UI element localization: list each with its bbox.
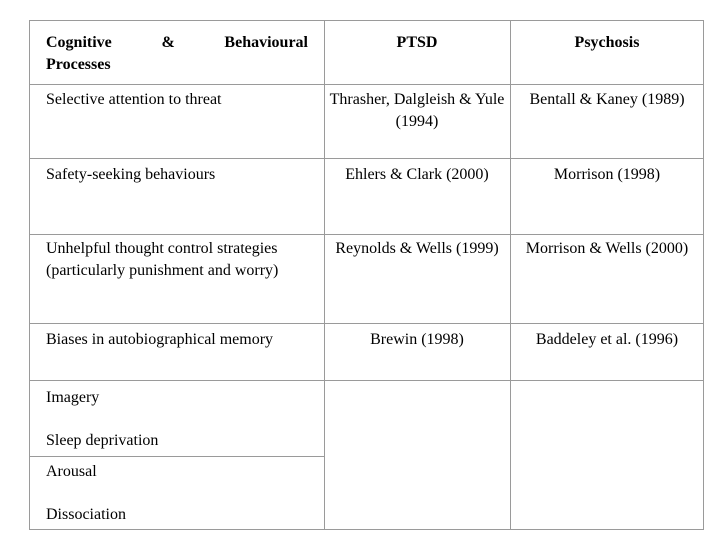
header-word: Cognitive bbox=[46, 34, 112, 51]
psychosis-reference: Bentall & Kaney (1989) bbox=[529, 91, 685, 108]
ptsd-reference: Thrasher, Dalgleish & Yule (1994) bbox=[329, 91, 505, 130]
ptsd-reference: Ehlers & Clark (2000) bbox=[345, 166, 489, 183]
header-cognitive-behavioural-processes bbox=[46, 32, 308, 76]
header-word: Processes bbox=[46, 56, 111, 73]
row-divider bbox=[30, 158, 703, 159]
row-divider bbox=[30, 323, 703, 324]
header-word: & bbox=[161, 34, 175, 51]
ptsd-reference: Brewin (1998) bbox=[370, 331, 464, 348]
process-cell: Safety-seeking behaviours bbox=[46, 166, 216, 183]
header-ptsd: PTSD bbox=[396, 34, 438, 51]
header-psychosis: Psychosis bbox=[574, 34, 640, 51]
row-divider bbox=[30, 84, 703, 85]
row-divider bbox=[30, 380, 703, 381]
extra-process-item: Imagery bbox=[46, 389, 100, 406]
psychosis-reference: Baddeley et al. (1996) bbox=[535, 331, 679, 348]
extra-process-item: Arousal bbox=[46, 463, 97, 480]
header-word: Behavioural bbox=[224, 34, 308, 51]
research-table bbox=[29, 20, 704, 530]
process-cell: Biases in autobiographical memory bbox=[46, 331, 274, 348]
process-cell: Selective attention to threat bbox=[46, 91, 222, 108]
psychosis-reference: Morrison (1998) bbox=[553, 166, 661, 183]
row-divider bbox=[30, 234, 703, 235]
process-cell: Unhelpful thought control strategies (particularly punishment and worry) bbox=[46, 240, 279, 279]
extra-process-item: Sleep deprivation bbox=[46, 432, 159, 449]
ptsd-reference: Reynolds & Wells (1999) bbox=[335, 240, 499, 257]
extra-process-item: Dissociation bbox=[46, 506, 126, 523]
row-divider bbox=[30, 456, 324, 457]
psychosis-reference: Morrison & Wells (2000) bbox=[525, 240, 689, 257]
